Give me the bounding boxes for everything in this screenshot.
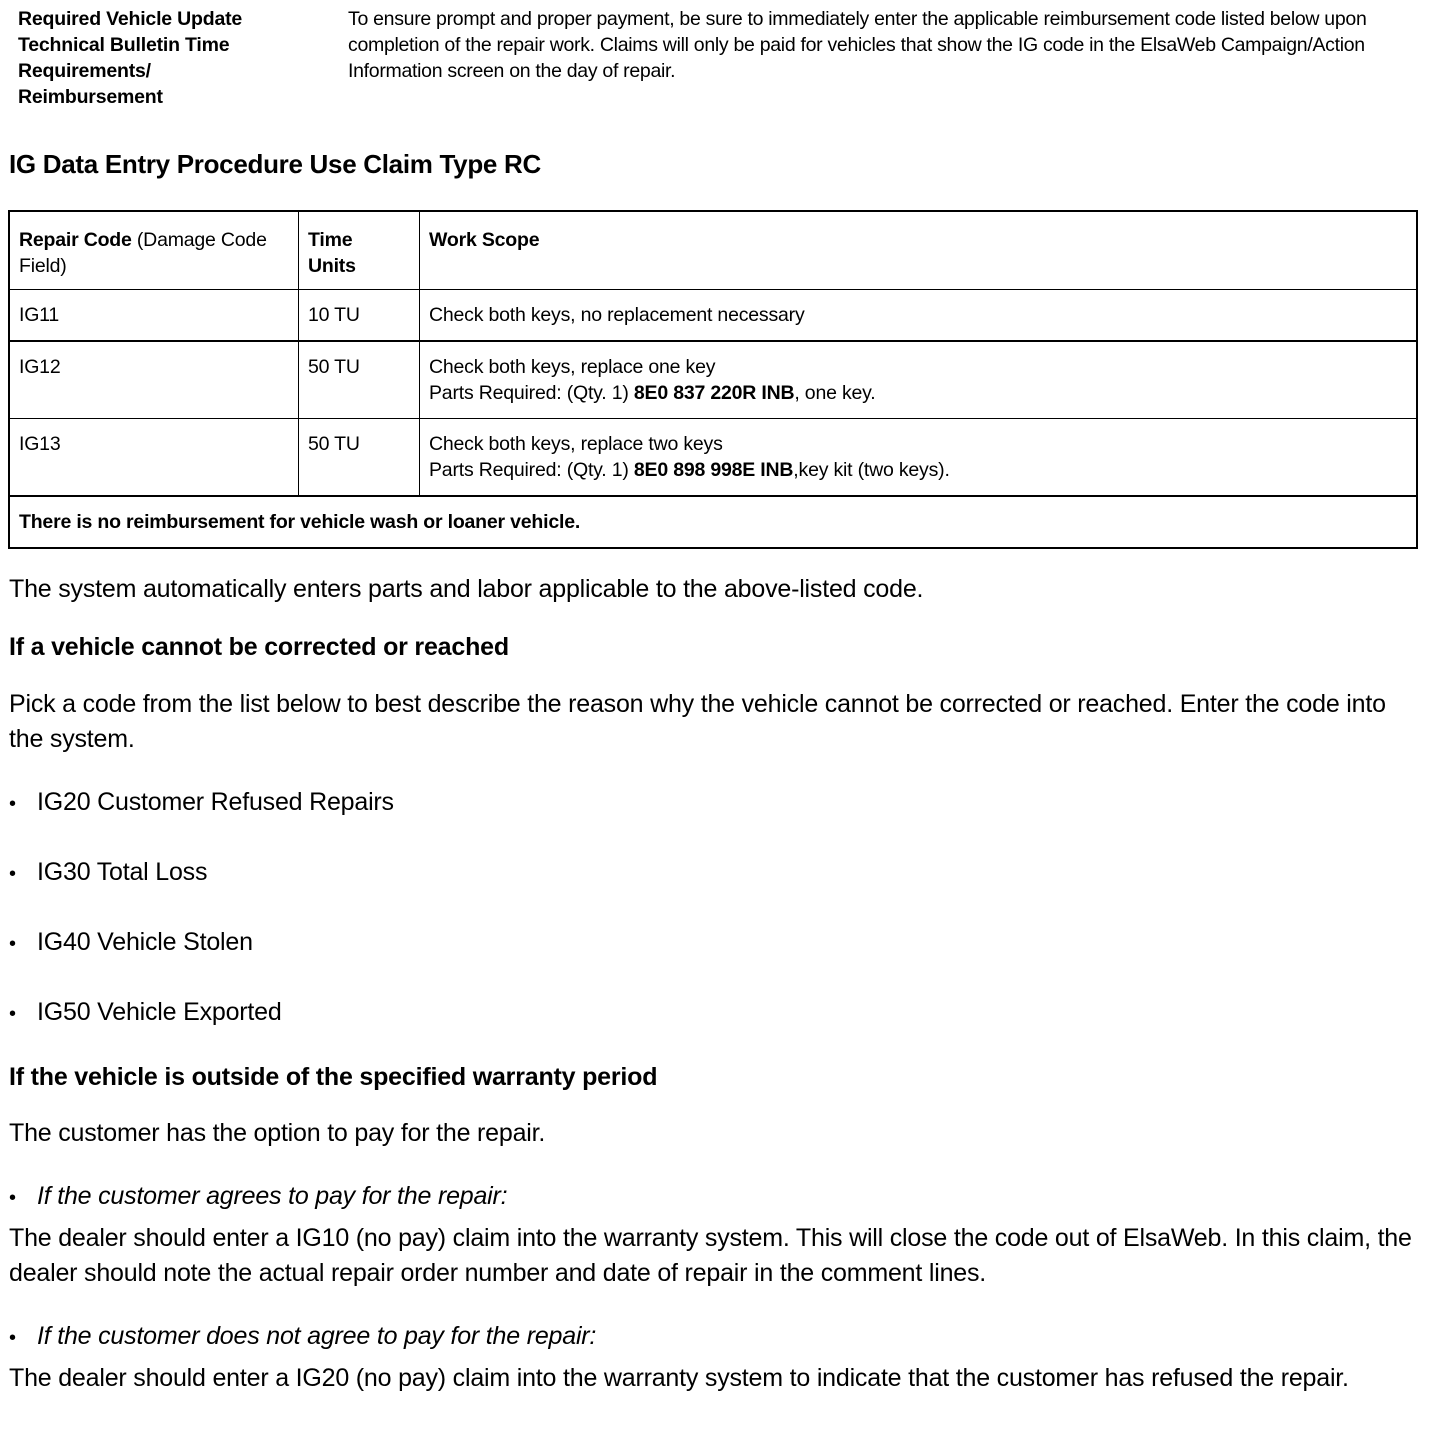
code-list-item-text: IG20 Customer Refused Repairs	[37, 788, 394, 816]
parts-prefix: Parts Required: (Qty. 1)	[429, 459, 634, 481]
code-list-item-text: IG30 Total Loss	[37, 858, 208, 886]
side-label-line: Technical Bulletin Time	[18, 34, 230, 56]
cell-work-scope	[420, 419, 1418, 497]
work-scope-line: Check both keys, replace two keys	[429, 433, 723, 455]
parts-suffix: ,key kit (two keys).	[793, 459, 950, 481]
table-footer-row	[9, 496, 1417, 548]
bullet-icon: •	[9, 1327, 16, 1349]
cell-work-scope	[420, 290, 1418, 342]
section-title: IG Data Entry Procedure Use Claim Type RC	[9, 149, 541, 179]
cell-time-units: 50 TU	[299, 341, 420, 419]
code-list-item-text: IG50 Vehicle Exported	[37, 998, 282, 1026]
code-list-item	[9, 856, 207, 890]
bullet-icon: •	[9, 793, 16, 815]
table-row	[9, 290, 1417, 342]
cannot-correct-instruction: Pick a code from the list below to best describe the reason why the vehicle cannot be corrected or reached. Enter the code into the system.	[9, 690, 1386, 753]
cell-work-scope	[420, 341, 1418, 419]
reimbursement-side-label	[18, 6, 318, 110]
reimbursement-table	[8, 210, 1418, 549]
code-list-item	[9, 786, 394, 820]
work-scope-line: Check both keys, replace one key	[429, 356, 716, 378]
header-work-scope: Work Scope	[420, 211, 1418, 290]
bullet-icon: •	[9, 1003, 16, 1025]
work-scope-line: Check both keys, no replacement necessary	[429, 304, 805, 326]
cell-repair-code: IG13	[9, 419, 299, 497]
bullet-icon: •	[9, 933, 16, 955]
parts-suffix: , one key.	[794, 382, 876, 404]
header-time-units-text: Time Units	[308, 229, 356, 277]
disagrees-paragraph: The dealer should enter a IG20 (no pay) claim into the warranty system to indicate that the customer has refused the repair.	[9, 1364, 1349, 1392]
bullet-icon: •	[9, 863, 16, 885]
agrees-label: If the customer agrees to pay for the repair:	[37, 1182, 508, 1210]
disagrees-label: If the customer does not agree to pay for the repair:	[37, 1322, 597, 1350]
parts-required-line	[429, 457, 1407, 483]
part-number: 8E0 898 998E INB	[633, 459, 794, 481]
header-repair-code-bold: Repair Code	[19, 229, 132, 251]
bullet-icon: •	[9, 1187, 16, 1209]
agrees-bullet	[9, 1180, 507, 1214]
parts-prefix: Parts Required: (Qty. 1)	[429, 382, 634, 404]
agrees-paragraph: The dealer should enter a IG10 (no pay) claim into the warranty system. This will close the code out of ElsaWeb. In this claim, the dealer should note the actual repair order number and date of repair in the comment lines.	[9, 1224, 1412, 1287]
warranty-intro: The customer has the option to pay for the repair.	[9, 1119, 546, 1147]
parts-required-line	[429, 380, 1407, 406]
cell-repair-code: IG11	[9, 290, 299, 342]
table-footer-note: There is no reimbursement for vehicle wash or loaner vehicle.	[9, 496, 1417, 548]
table-row	[9, 341, 1417, 419]
auto-entry-paragraph: The system automatically enters parts and labor applicable to the above-listed code.	[9, 575, 924, 603]
table-header-row	[9, 211, 1417, 290]
part-number: 8E0 837 220R INB	[633, 382, 795, 404]
intro-paragraph: To ensure prompt and proper payment, be sure to immediately enter the applicable reimbursement code listed below upon completion of the repair work. Claims will only be paid for vehicles that show the IG code in the ElsaWeb Campaign/Action Information screen on the day of repair.	[348, 8, 1367, 82]
header-time-units	[299, 211, 420, 290]
table-row	[9, 419, 1417, 497]
code-list-item	[9, 996, 282, 1030]
code-list-item-text: IG40 Vehicle Stolen	[37, 928, 253, 956]
warranty-heading: If the vehicle is outside of the specified warranty period	[9, 1063, 658, 1091]
header-repair-code	[9, 211, 299, 290]
side-label-line: Reimbursement	[18, 86, 163, 108]
disagrees-bullet	[9, 1320, 596, 1354]
side-label-line: Required Vehicle Update	[18, 8, 243, 30]
cannot-correct-heading: If a vehicle cannot be corrected or reached	[9, 633, 509, 661]
cell-time-units: 50 TU	[299, 419, 420, 497]
header-repair-code-note: (Damage Code Field)	[19, 229, 267, 277]
side-label-line: Requirements/	[18, 60, 151, 82]
cell-time-units: 10 TU	[299, 290, 420, 342]
cell-repair-code: IG12	[9, 341, 299, 419]
code-list-item	[9, 926, 253, 960]
